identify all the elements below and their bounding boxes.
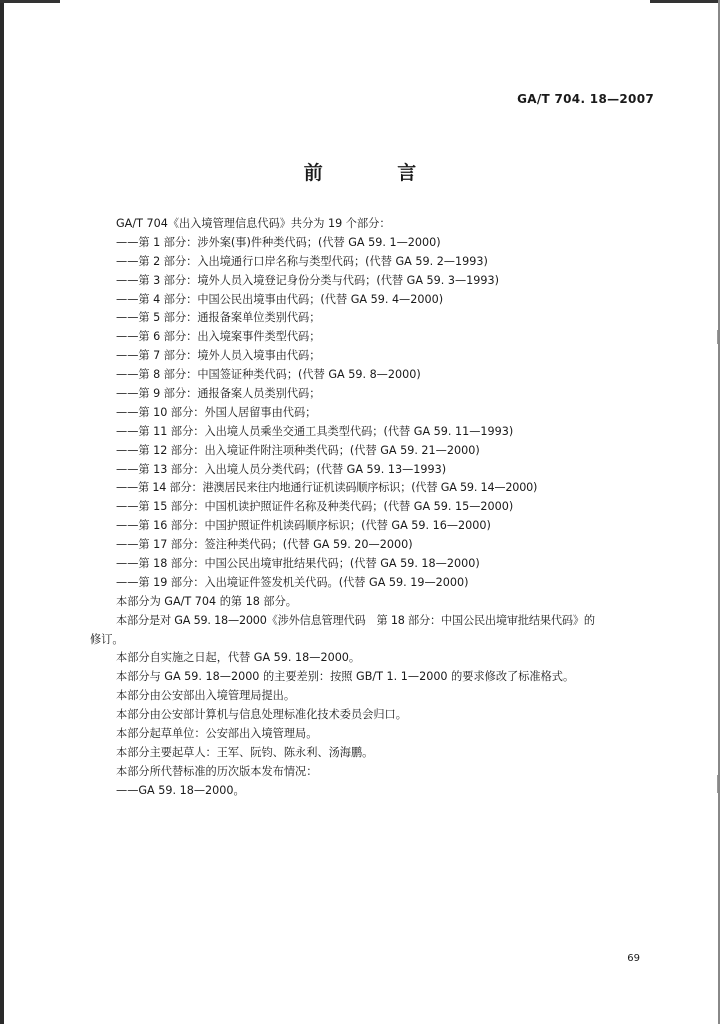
part-item: ——第 14 部分：港澳居民来往内地通行证机读码顺序标识；(代替 GA 59. 14—2000)	[116, 481, 538, 495]
paragraph: 本部分主要起草人：王军、阮钧、陈永利、汤海鹏。	[116, 745, 374, 759]
page-number: 69	[627, 953, 640, 964]
part-item: ——第 18 部分：中国公民出境审批结果代码；(代替 GA 59. 18—2000)	[116, 557, 480, 571]
scan-mark	[717, 775, 718, 793]
paragraph: 本部分所代替标准的历次版本发布情况：	[116, 764, 318, 778]
foreword-body	[90, 215, 660, 801]
standard-code: GA/T 704. 18—2007	[517, 92, 654, 106]
part-item: ——第 15 部分：中国机读护照证件名称及种类代码；(代替 GA 59. 15—2000)	[116, 500, 514, 514]
part-item: ——第 13 部分：入出境人员分类代码；(代替 GA 59. 13—1993)	[116, 462, 447, 476]
part-item: ——第 12 部分：出入境证件附注项种类代码；(代替 GA 59. 21—2000)	[116, 443, 480, 457]
part-item: ——第 1 部分：涉外案(事)件种类代码；(代替 GA 59. 1—2000)	[116, 235, 441, 249]
part-item: ——第 5 部分：通报备案单位类别代码；	[116, 311, 321, 325]
paragraph: 本部分由公安部出入境管理局提出。	[116, 689, 296, 703]
paragraph: 本部分与 GA 59. 18—2000 的主要差别：按照 GB/T 1. 1—2000 的要求修改了标准格式。	[116, 670, 575, 684]
part-item: ——第 16 部分：中国护照证件机读码顺序标识；(代替 GA 59. 16—2000)	[116, 519, 491, 533]
paragraph: ——GA 59. 18—2000。	[116, 783, 245, 797]
part-item: ——第 2 部分：入出境通行口岸名称与类型代码；(代替 GA 59. 2—1993)	[116, 254, 488, 268]
part-item: ——第 11 部分：入出境人员乘坐交通工具类型代码；(代替 GA 59. 11—1993)	[116, 424, 514, 438]
part-item: ——第 6 部分：出入境案事件类型代码；	[116, 330, 321, 344]
part-item: ——第 7 部分：境外人员入境事由代码；	[116, 349, 321, 363]
part-item: ——第 10 部分：外国人居留事由代码；	[116, 405, 317, 419]
scan-edge-left	[0, 0, 4, 1024]
paragraph: 本部分起草单位：公安部出入境管理局。	[116, 727, 318, 741]
paragraph: 本部分是对 GA 59. 18—2000《涉外信息管理代码 第 18 部分：中国公民出境审批结果代码》的	[116, 613, 595, 627]
paragraph: 本部分由公安部计算机与信息处理标准化技术委员会归口。	[116, 708, 407, 722]
paragraph-continuation: 修订。	[90, 632, 124, 646]
scan-mark	[717, 330, 718, 344]
part-item: ——第 8 部分：中国签证种类代码；(代替 GA 59. 8—2000)	[116, 368, 421, 382]
part-item: ——第 17 部分：签注种类代码；(代替 GA 59. 20—2000)	[116, 538, 413, 552]
page-title: 前 言	[303, 162, 451, 184]
paragraph: 本部分为 GA/T 704 的第 18 部分。	[116, 594, 297, 608]
part-item: ——第 4 部分：中国公民出境事由代码；(代替 GA 59. 4—2000)	[116, 292, 444, 306]
part-item: ——第 9 部分：通报备案人员类别代码；	[116, 387, 321, 401]
paragraph: 本部分自实施之日起，代替 GA 59. 18—2000。	[116, 651, 361, 665]
part-item: ——第 3 部分：境外人员入境登记身份分类与代码；(代替 GA 59. 3—1993)	[116, 273, 500, 287]
scan-edge-top	[0, 0, 720, 3]
part-item: ——第 19 部分：入出境证件签发机关代码。(代替 GA 59. 19—2000)	[116, 575, 469, 589]
intro-line: GA/T 704《出入境管理信息代码》共分为 19 个部分：	[116, 217, 391, 230]
